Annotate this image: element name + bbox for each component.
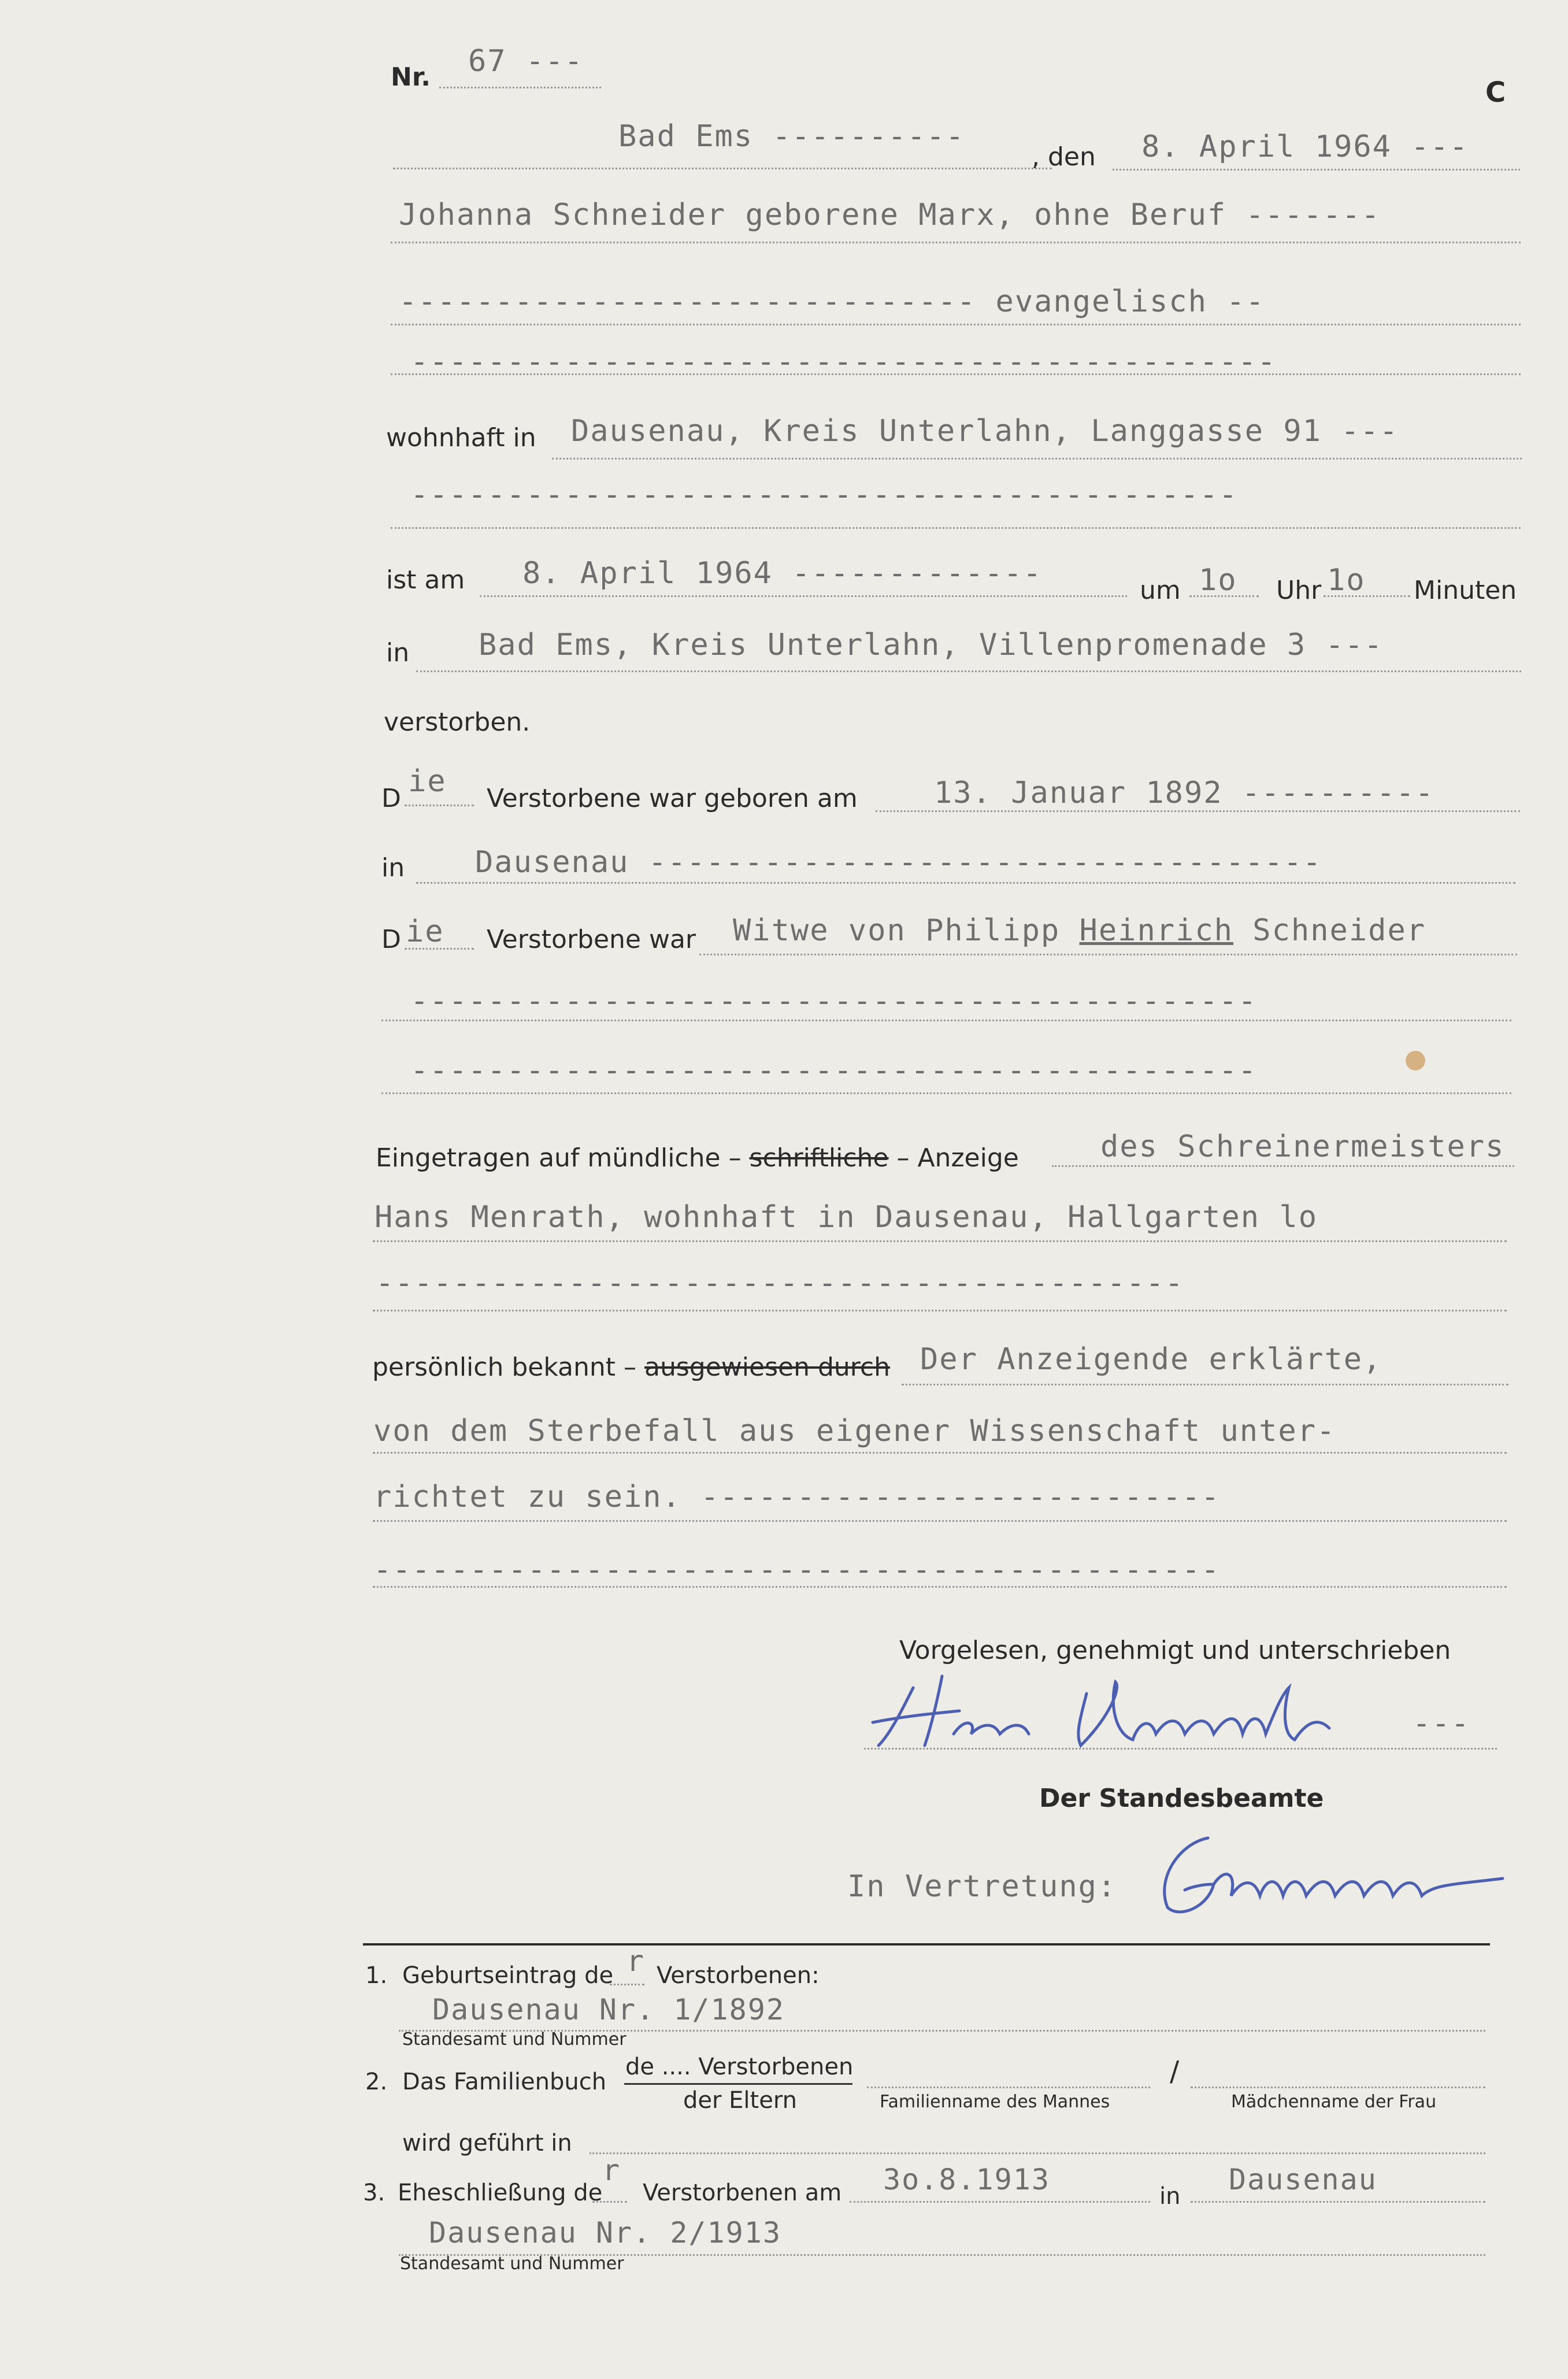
item3-in-label: in	[1159, 2183, 1181, 2210]
informant-title: des Schreinermeisters	[1100, 1129, 1505, 1164]
item2-option-a: de .... Verstorbenen	[625, 2054, 854, 2080]
in-label: in	[386, 638, 410, 668]
dotted-line	[876, 810, 1520, 812]
dotted-line	[393, 168, 1052, 169]
item3-label: Eheschließung de	[398, 2180, 603, 2206]
vorgelesen-text: Vorgelesen, genehmigt und unterschrieben	[899, 1636, 1451, 1665]
residence-address: Dausenau, Kreis Unterlahn, Langgasse 91 ---	[571, 414, 1399, 449]
informant-name: Hans Menrath, wohnhaft in Dausenau, Hallgarten lo	[375, 1200, 1318, 1235]
marital-status: Witwe von Philipp Heinrich Schneider	[733, 913, 1426, 948]
dotted-line	[381, 1092, 1511, 1094]
death-place: Bad Ems, Kreis Unterlahn, Villenpromenade 3 ---	[479, 628, 1384, 662]
item1-caption: Standesamt und Nummer	[402, 2029, 627, 2050]
dotted-line	[1191, 2201, 1485, 2203]
birth-register-entry: Dausenau Nr. 1/1892	[432, 1993, 785, 2026]
registry-place: Bad Ems ----------	[618, 119, 965, 154]
dotted-line	[416, 670, 1521, 672]
dotted-line	[1324, 595, 1410, 597]
identity-text: richtet zu sein. ---------------------------	[373, 1480, 1221, 1514]
dotted-line	[405, 805, 474, 806]
identity-label: persönlich bekannt – ausgewiesen durch	[372, 1352, 890, 1382]
dotted-line	[902, 1384, 1508, 1385]
corner-letter: C	[1485, 76, 1506, 109]
birth-date: 13. Januar 1892 ----------	[934, 776, 1434, 810]
registry-date: 8. April 1964 ---	[1141, 129, 1469, 164]
marriage-date: 3o.8.1913	[883, 2163, 1050, 2196]
birth-label: Verstorbene war geboren am	[487, 784, 858, 813]
item3-number: 3.	[363, 2180, 385, 2206]
item2-number: 2.	[365, 2069, 388, 2095]
religion-line: ------------------------------ evangelisch --	[399, 284, 1265, 319]
dotted-line	[373, 1240, 1507, 1242]
registration-label: Eingetragen auf mündliche – schriftliche – Anzeige	[376, 1143, 1019, 1173]
dash-line: -------------------------------------------	[410, 477, 1239, 512]
dotted-line	[373, 1520, 1507, 1522]
dash-line: --------------------------------------------	[410, 1053, 1258, 1088]
item1-label: Geburtseintrag de	[402, 1962, 614, 1989]
minuten-label: Minuten	[1414, 576, 1517, 605]
dash-line: ------------------------------------------	[376, 1266, 1184, 1300]
official-title: Der Standesbeamte	[1039, 1784, 1324, 1813]
item2-caption-b: Mädchenname der Frau	[1231, 2092, 1437, 2112]
dotted-line	[416, 882, 1515, 884]
marriage-register-entry: Dausenau Nr. 2/1913	[429, 2216, 781, 2250]
item3-label-b: Verstorbenen am	[643, 2180, 842, 2206]
birth-place: Dausenau -----------------------------------	[475, 845, 1322, 880]
dotted-line	[373, 1586, 1507, 1588]
dash-line: ---------------------------------------------	[410, 344, 1277, 379]
identity-text: Der Anzeigende erklärte,	[920, 1342, 1382, 1377]
dotted-line	[373, 1452, 1507, 1454]
item1-number: 1.	[365, 1962, 388, 1989]
item2-wird-label: wird geführt in	[402, 2130, 572, 2156]
death-minutes: 1o	[1327, 563, 1366, 598]
dotted-line	[610, 1984, 644, 1985]
dotted-line	[590, 2152, 1485, 2154]
dotted-line	[864, 1748, 1497, 1750]
nr-label: Nr.	[391, 62, 431, 92]
item3-caption: Standesamt und Nummer	[400, 2254, 624, 2274]
item2-label: Das Familienbuch	[402, 2069, 607, 2095]
dotted-line	[405, 948, 474, 950]
dotted-line	[1189, 595, 1259, 597]
status-label: Verstorbene war	[487, 925, 696, 954]
dash-line: --------------------------------------------	[410, 984, 1258, 1018]
death-hour: 1o	[1199, 563, 1237, 598]
ist-am-label: ist am	[386, 565, 465, 595]
d-prefix: D	[381, 925, 401, 954]
option-underline	[624, 2083, 852, 2085]
dotted-line	[391, 527, 1521, 529]
dotted-line	[867, 2087, 1150, 2088]
marriage-place: Dausenau	[1229, 2163, 1377, 2196]
dotted-line	[381, 1020, 1511, 1021]
dotted-line	[1113, 169, 1520, 171]
d-fill: ie	[406, 914, 444, 949]
dotted-line	[391, 242, 1521, 243]
birth-in-label: in	[381, 853, 405, 883]
informant-signature	[867, 1653, 1514, 1757]
dotted-line	[480, 595, 1127, 597]
um-label: um	[1140, 576, 1181, 605]
signature-dashes: ---	[1413, 1706, 1470, 1741]
dotted-line	[1191, 2087, 1485, 2088]
dotted-line	[439, 87, 601, 88]
death-date: 8. April 1964 -------------	[522, 556, 1043, 591]
ink-stain	[1406, 1051, 1425, 1070]
dotted-line	[850, 2201, 1150, 2203]
dotted-line	[391, 373, 1521, 375]
dash-line: --------------------------------------------	[373, 1552, 1221, 1587]
item2-option-b: der Eltern	[683, 2087, 797, 2114]
dotted-line	[1052, 1165, 1514, 1167]
d-prefix: D	[381, 784, 401, 813]
official-signature	[1144, 1821, 1526, 1925]
dotted-line	[592, 2201, 627, 2203]
dotted-line	[552, 458, 1522, 460]
verstorben-label: verstorben.	[384, 707, 531, 737]
vertretung-label: In Vertretung:	[847, 1869, 1117, 1904]
wohnhaft-label: wohnhaft in	[386, 423, 536, 453]
item2-caption-a: Familienname des Mannes	[880, 2092, 1110, 2112]
identity-text: von dem Sterbefall aus eigener Wissenschaft unter-	[373, 1414, 1336, 1448]
item1-label-b: Verstorbenen:	[657, 1962, 820, 1989]
item1-fill: r	[627, 1944, 646, 1978]
deceased-name-line: Johanna Schneider geborene Marx, ohne Beruf -------	[399, 198, 1381, 232]
footer-divider	[363, 1943, 1490, 1946]
d-fill: ie	[408, 764, 447, 799]
den-label: , den	[1032, 142, 1096, 172]
uhr-label: Uhr	[1276, 576, 1322, 605]
item3-fill: r	[602, 2154, 621, 2187]
dotted-line	[391, 324, 1521, 325]
item2-slash: /	[1170, 2055, 1180, 2088]
dotted-line	[699, 954, 1517, 955]
dotted-line	[373, 1310, 1507, 1311]
entry-number: 67 ---	[468, 44, 584, 79]
